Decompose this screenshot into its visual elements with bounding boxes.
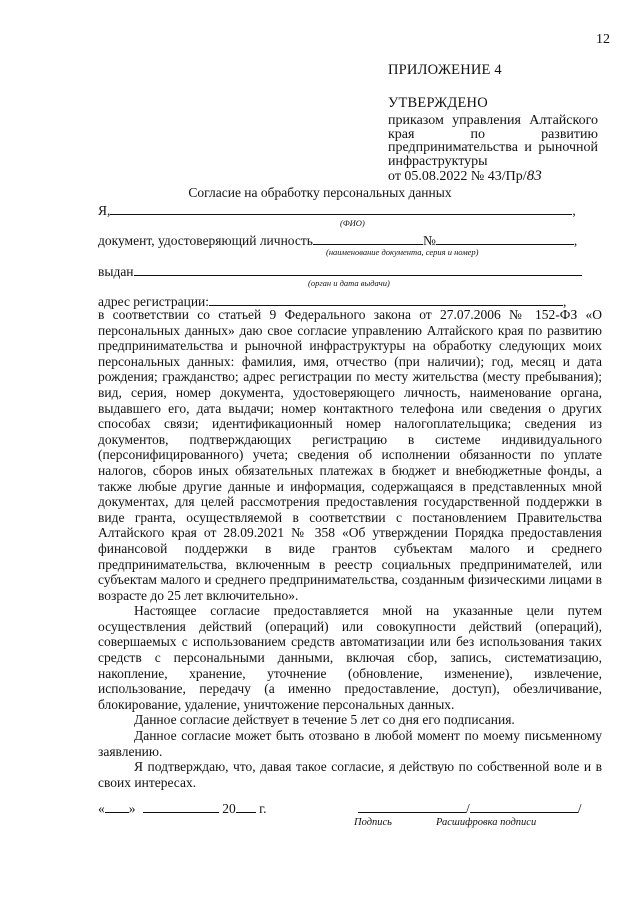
approval-block <box>388 62 598 184</box>
fio-field[interactable] <box>110 202 572 215</box>
day-field[interactable] <box>105 800 129 813</box>
order-number-prefix: от 05.08.2022 № 43/Пр/ <box>388 169 527 184</box>
appendix-heading: ПРИЛОЖЕНИЕ 4 <box>388 62 502 78</box>
consent-paragraph-1: в соответствии со статьей 9 Федерального закона от 27.07.2006 № 152-ФЗ «О персональных данных» даю свое согласие управлению Алтайского края по развитию предпринимательства и рыночной инфраструктуры на обработку следующих моих персональных данных: фамилия, имя, отчество (при наличии); год, месяц и дата рождения; гражданство; адрес регистрации по месту жительства (месту пребывания); вид, серия, номер документа, удостоверяющего личность, наименование органа, выдавшего его, дата выдачи; номер контактного телефона или сведения о других способах связи; идентификационный номер налогоплательщика; сведения из документов, подтверждающих регистрацию в системе индивидуального (персонифицированного) учета; сведения об исполнении обязанности по уплате налогов, сборов иных обязательных платежах в бюджет и внебюджетные фонды, а также любые другие данные и информация, содержащаяся в представленных мной документах, для целей рассмотрения предоставления государственной поддержки в виде гранта, осуществляемой в соответствии с постановлением Правительства Алтайского края от 28.09.2021 № 358 «Об утверждении Порядка предоставления финансовой поддержки в виде грантов субъектам малого и среднего предпринимательства, включенным в реестр социальных предпринимателей, или субъектам малого и среднего предпринимательства, созданным физическими лицами в возрасте до 25 лет включительно». <box>98 307 602 603</box>
issued-hint: (орган и дата выдачи) <box>308 278 390 288</box>
year-field[interactable] <box>236 800 256 813</box>
address-row: адрес регистрации: , <box>98 294 567 309</box>
signature-field[interactable] <box>358 800 466 813</box>
signature-decoding-field[interactable] <box>470 800 578 813</box>
order-text: приказом управления Алтайского края по развитию предпринимательства и рыночной инфраструктуры <box>388 113 598 169</box>
consent-paragraph-5: Я подтверждаю, что, давая такое согласие, я действую по собственной воле и в своих интересах. <box>98 759 602 790</box>
signature-label: Подпись <box>354 817 392 828</box>
fio-row: Я, , <box>98 203 576 218</box>
order-number <box>388 170 598 184</box>
slash-2: / <box>577 801 582 816</box>
year-prefix: 20 <box>222 801 236 816</box>
number-sign: № <box>422 233 436 248</box>
year-suffix: г. <box>259 801 267 816</box>
document-number-field[interactable] <box>436 232 574 245</box>
document-hint: (наименование документа, серия и номер) <box>326 247 479 257</box>
fio-hint: (ФИО) <box>340 218 365 228</box>
slash-1: / <box>466 801 470 816</box>
consent-body <box>98 307 602 790</box>
document-row: документ, удостоверяющий личность № , <box>98 233 578 248</box>
document-title: Согласие на обработку персональных данных <box>188 185 452 200</box>
consent-paragraph-2: Настоящее согласие предоставляется мной на указанные цели путем осуществления действий (операций) или совокупности действий (операций), совершаемых с использованием средств автоматизации или без использования таких средств с персональными данными, включая сбор, запись, систематизацию, накопление, хранение, уточнение (обновление, изменение), извлечение, использование, передачу (а именно предоставление, доступ), обезличивание, блокирование, удаление, уничтожение персональных данных. <box>98 603 602 712</box>
quote-open: « <box>98 801 105 816</box>
date-row <box>98 800 267 817</box>
consent-paragraph-3: Данное согласие действует в течение 5 лет со дня его подписания. <box>134 712 515 728</box>
quote-close: » <box>128 801 136 816</box>
issued-label: выдан <box>98 264 134 279</box>
page-number: 12 <box>596 32 610 47</box>
address-field[interactable] <box>209 293 563 306</box>
i-label: Я, <box>98 203 111 218</box>
document-name-field[interactable] <box>313 232 423 245</box>
address-label: адрес регистрации: <box>98 294 210 309</box>
decoding-label: Расшифровка подписи <box>436 817 537 828</box>
consent-paragraph-4: Данное согласие может быть отозвано в любой момент по моему письменному заявлению. <box>98 728 602 759</box>
approved-heading: УТВЕРЖДЕНО <box>388 95 488 111</box>
issued-field[interactable] <box>134 263 582 276</box>
signature-row <box>358 800 582 817</box>
order-number-handwritten: 83 <box>526 168 542 184</box>
document-label: документ, удостоверяющий личность <box>98 233 313 248</box>
month-field[interactable] <box>143 800 219 813</box>
